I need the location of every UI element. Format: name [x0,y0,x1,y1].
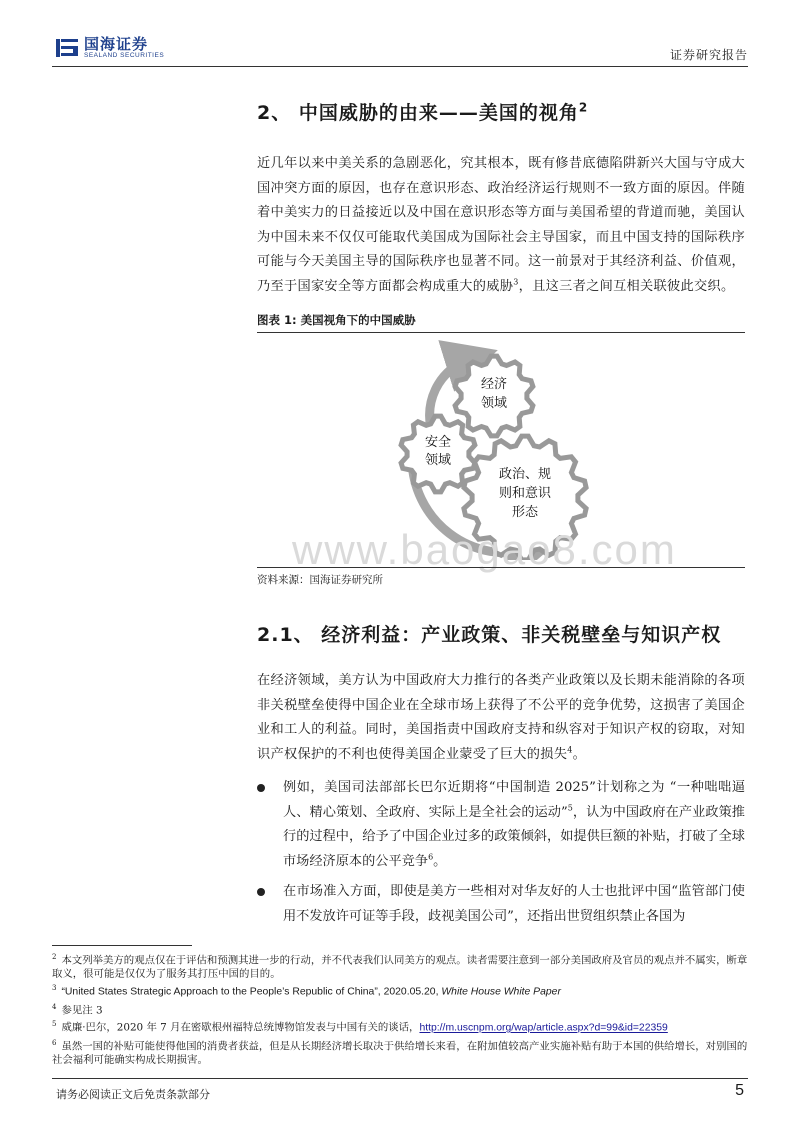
section-2-paragraph [257,152,745,300]
footnote-5 [52,1017,752,1035]
politics-gear-label-1: 政治、规 [498,467,552,482]
economy-gear-label-1: 经济 [480,377,508,392]
footnote-4-number: 4 [52,1002,57,1011]
footnote-3 [52,981,752,999]
header-divider [52,66,748,67]
footnote-ref-6[interactable]: 6 [428,852,434,862]
footnote-2-text: 本文列举美方的观点仅在于评估和预测其进一步的行动，并不代表我们认同美方的观点。读者需要注意到一部分美国政府及官员的观点并不属实，断章取义，很可能是仅仅为了服务其打压中国的目的。 [52,954,748,981]
footnote-5-text: 威廉·巴尔，2020 年 7 月在密歇根州福特总统博物馆发表与中国有关的谈话， [61,1021,420,1034]
footnote-4-text: 参见注 3 [61,1004,103,1017]
footer-divider [52,1078,748,1079]
section-2-1-heading: 2.1、 经济利益：产业政策、非关税壁垒与知识产权 [257,624,722,646]
footnote-2 [52,950,752,981]
footnote-6-number: 6 [52,1038,57,1047]
footnote-ref-3[interactable]: 3 [513,277,519,287]
page-number: 5 [735,1082,744,1099]
company-logo [56,36,164,60]
logo-english-name: SEALAND SECURITIES [84,52,165,59]
bullet-item-1 [283,776,745,874]
figure-bottom-rule [257,567,745,568]
bullet-dot-icon [257,880,267,890]
bullet-1-text-c: 。 [433,853,447,869]
bullet-dot-icon [257,776,267,786]
section-2-heading [257,98,588,125]
bullet-1-text-b: ，认为中国政府在产业政策推行的过程中，给予了中国企业过多的政策倾斜，如提供巨额的补贴，打破了全球市场经济原本的公平竞争 [283,804,745,869]
footnote-5-link[interactable]: http://m.uscnpm.org/wap/article.aspx?d=99&id=22359 [419,1022,668,1034]
economy-gear-label-2: 领域 [480,396,508,411]
figure-top-rule [257,332,745,333]
footnote-divider [52,945,192,946]
footnote-3-number: 3 [52,984,57,993]
section-2-paragraph-text-b: ，且这三者之间互相关联彼此交织。 [518,278,735,294]
footnote-ref-2[interactable]: 2 [578,100,589,115]
logo-chinese-name: 国海证券 [84,35,149,53]
footer-disclaimer[interactable]: 请务必阅读正文后免责条款部分 [56,1088,210,1101]
footnote-ref-5[interactable]: 5 [567,803,573,813]
footnote-3-source: White House White Paper [441,986,561,998]
footnote-ref-4[interactable]: 4 [567,745,573,755]
section-2-paragraph-text-a: 近几年以来中美关系的急剧恶化，究其根本，既有修昔底德陷阱新兴大国与守成大国冲突方面的原因，也存在意识形态、政治经济运行规则不一致方面的原因。伴随着中美实力的日益接近以及中国在意识形态等方面与美国希望的背道而驰，美国认为中国未来不仅仅可能取代美国成为国际社会主导国家，而且中国支持的国际秩序可能与今天美国主导的国际秩序也显著不同。这一前景对于其经济利益、价值观，乃至于国家安全等方面都会构成重大的威胁 [257,156,745,294]
section-2-1-paragraph-text-b: 。 [572,746,587,762]
section-2-1-paragraph [257,669,745,767]
section-2-1-paragraph-text-a: 在经济领域，美方认为中国政府大力推行的各类产业政策以及长期未能消除的各项非关税壁垒使得中国企业在全球市场上获得了不公平的竞争优势，这损害了美国企业和工人的利益。同时，美国指责中国政府支持和纵容对于知识产权的窃取，对知识产权保护的不利也使得美国企业蒙受了巨大的损失 [257,673,745,762]
section-2-title: 2、 中国威胁的由来——美国的视角 [257,102,579,124]
security-gear-label-1: 安全 [424,435,452,450]
footnote-5-number: 5 [52,1020,57,1029]
footnote-6 [52,1036,752,1067]
figure-source: 资料来源：国海证券研究所 [257,574,383,586]
footnote-2-number: 2 [52,953,57,961]
politics-gear-label-3: 形态 [511,505,539,520]
footnote-6-text: 虽然一国的补贴可能使得他国的消费者获益，但是从长期经济增长取决于供给增长来看，在附加值较高产业实施补贴有助于本国的供给增长，对别国的社会福利可能确实构成长期损害。 [52,1040,748,1067]
sealand-logo-icon [56,37,78,59]
footnote-4 [52,1000,752,1017]
figure-1-title: 图表 1: 美国视角下的中国威胁 [257,313,416,327]
bullet-item-2: 在市场准入方面，即使是美方一些相对对华友好的人士也批评中国“监管部门使用不发放许可证等手段，歧视美国公司”，还指出世贸组织禁止各国为 [283,884,745,924]
footnote-3-text: “United States Strategic Approach to the People’s Republic of China”, 2020.05.20, [61,986,442,998]
politics-gear-label-2: 则和意识 [498,486,552,501]
bullet-1-text-a: 例如，美国司法部部长巴尔近期将“中国制造 2025”计划称之为 “一种咄咄逼人、精心策划、全政府、实际上是全社会的运动” [283,780,745,820]
report-type-label: 证券研究报告 [669,48,748,62]
watermark: www.baogao8.com [292,526,677,573]
bullet-list [257,776,745,946]
security-gear-label-2: 领域 [424,453,452,468]
footnotes [52,950,752,1067]
